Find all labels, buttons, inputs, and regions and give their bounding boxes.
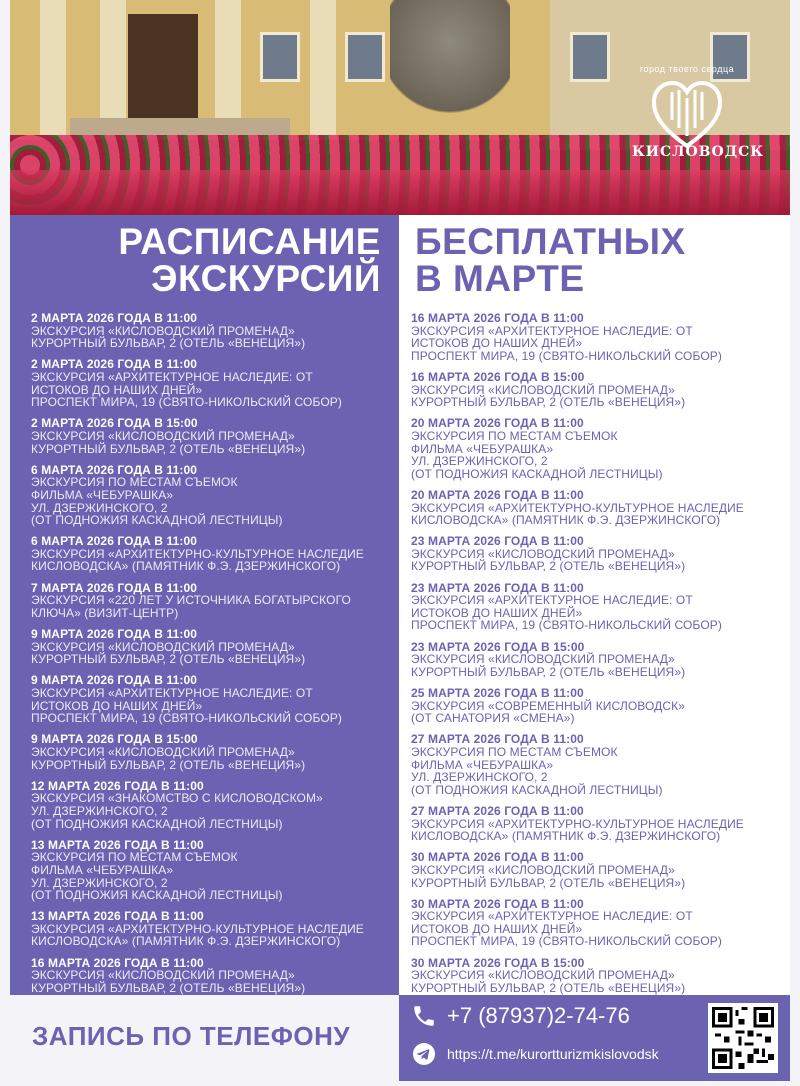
event-date: 13 МАРТА 2026 ГОДА В 11:00 [31, 837, 204, 852]
event-item [411, 535, 783, 573]
event-detail-line: ЭКСКУРСИЯ ПО МЕСТАМ СЪЕМОК [411, 428, 618, 443]
event-detail-line: ЭКСКУРСИЯ «АРХИТЕКТУРНО-КУЛЬТУРНОЕ НАСЛЕДИЕ [411, 500, 744, 515]
event-detail-line: ФИЛЬМА «ЧЕБУРАШКА» [411, 441, 554, 456]
event-detail-line: ФИЛЬМА «ЧЕБУРАШКА» [31, 862, 174, 877]
footer-left [10, 995, 399, 1081]
right-column [399, 215, 790, 995]
event-item [31, 582, 393, 620]
telegram-link[interactable]: https://t.me/kurortturizmkislovodsk [447, 1046, 659, 1062]
event-detail-line: ИСТОКОВ ДО НАШИХ ДНЕЙ» [411, 605, 583, 620]
footer-right [399, 995, 790, 1081]
event-item [411, 371, 783, 409]
event-item [411, 805, 783, 843]
event-detail-line: ЭКСКУРСИЯ «КИСЛОВОДСКИЙ ПРОМЕНАД» [31, 323, 295, 338]
event-detail-line: ИСТОКОВ ДО НАШИХ ДНЕЙ» [31, 698, 203, 713]
event-date: 30 МАРТА 2026 ГОДА В 11:00 [411, 896, 584, 911]
event-detail-line: КУРОРТНЫЙ БУЛЬВАР, 2 (ОТЕЛЬ «ВЕНЕЦИЯ») [411, 559, 686, 574]
heading-right [415, 223, 686, 297]
event-date: 6 МАРТА 2026 ГОДА В 11:00 [31, 462, 198, 477]
left-column [10, 215, 399, 995]
event-item [31, 358, 393, 408]
event-date: 30 МАРТА 2026 ГОДА В 11:00 [411, 850, 584, 865]
event-detail-line: КЛЮЧА» (ВИЗИТ-ЦЕНТР) [31, 605, 179, 620]
event-date: 2 МАРТА 2026 ГОДА В 11:00 [31, 357, 198, 372]
event-detail-line: КИСЛОВОДСКА» (ПАМЯТНИК Ф.Э. ДЗЕРЖИНСКОГО) [31, 559, 341, 574]
event-detail-line: КУРОРТНЫЙ БУЛЬВАР, 2 (ОТЕЛЬ «ВЕНЕЦИЯ») [411, 664, 686, 679]
event-item [31, 910, 393, 948]
event-detail-line: ПРОСПЕКТ МИРА, 19 (СВЯТО-НИКОЛЬСКИЙ СОБОР) [31, 711, 342, 726]
event-detail-line: КУРОРТНЫЙ БУЛЬВАР, 2 (ОТЕЛЬ «ВЕНЕЦИЯ») [31, 757, 306, 772]
signup-text: ЗАПИСЬ ПО ТЕЛЕФОНУ [32, 1021, 351, 1051]
event-detail-line: ЭКСКУРСИЯ «КИСЛОВОДСКИЙ ПРОМЕНАД» [411, 968, 675, 983]
event-detail-line: ЭКСКУРСИЯ «КИСЛОВОДСКИЙ ПРОМЕНАД» [411, 652, 675, 667]
event-detail-line: ЭКСКУРСИЯ «АРХИТЕКТУРНОЕ НАСЛЕДИЕ: ОТ [411, 593, 693, 608]
event-detail-line: КУРОРТНЫЙ БУЛЬВАР, 2 (ОТЕЛЬ «ВЕНЕЦИЯ») [31, 336, 306, 351]
telegram-row[interactable] [411, 1041, 659, 1067]
event-item [411, 641, 783, 679]
event-detail-line: ЭКСКУРСИЯ «АРХИТЕКТУРНО-КУЛЬТУРНОЕ НАСЛЕДИЕ [31, 921, 364, 936]
event-item [31, 733, 393, 771]
event-date: 27 МАРТА 2026 ГОДА В 11:00 [411, 732, 584, 747]
event-detail-line: ИСТОКОВ ДО НАШИХ ДНЕЙ» [411, 336, 583, 351]
event-date: 16 МАРТА 2026 ГОДА В 11:00 [411, 311, 584, 325]
event-item [411, 957, 783, 995]
event-date: 13 МАРТА 2026 ГОДА В 11:00 [31, 909, 204, 924]
event-detail-line: ЭКСКУРСИЯ «СОВРЕМЕННЫЙ КИСЛОВОДСК» [411, 698, 686, 713]
event-detail-line: (ОТ ПОДНОЖИЯ КАСКАДНОЙ ЛЕСТНИЦЫ) [411, 466, 663, 481]
left-events-list [31, 312, 393, 1003]
qr-code-icon [712, 1007, 774, 1069]
right-events-list [411, 312, 783, 1003]
event-detail-line: ЭКСКУРСИЯ «АРХИТЕКТУРНОЕ НАСЛЕДИЕ: ОТ [411, 323, 693, 338]
event-date: 20 МАРТА 2026 ГОДА В 11:00 [411, 487, 584, 502]
telegram-icon [411, 1041, 437, 1067]
event-detail-line: УЛ. ДЗЕРЖИНСКОГО, 2 [31, 803, 168, 818]
event-item [31, 839, 393, 902]
event-detail-line: КИСЛОВОДСКА» (ПАМЯТНИК Ф.Э. ДЗЕРЖИНСКОГО) [31, 934, 341, 949]
event-date: 23 МАРТА 2026 ГОДА В 15:00 [411, 639, 585, 654]
event-detail-line: (ОТ ПОДНОЖИЯ КАСКАДНОЙ ЛЕСТНИЦЫ) [411, 782, 663, 797]
event-date: 16 МАРТА 2026 ГОДА В 11:00 [31, 955, 204, 970]
event-item [31, 628, 393, 666]
event-detail-line: УЛ. ДЗЕРЖИНСКОГО, 2 [411, 454, 548, 469]
event-detail-line: КУРОРТНЫЙ БУЛЬВАР, 2 (ОТЕЛЬ «ВЕНЕЦИЯ») [31, 652, 306, 667]
event-detail-line: ЭКСКУРСИЯ «КИСЛОВОДСКИЙ ПРОМЕНАД» [31, 744, 295, 759]
event-date: 16 МАРТА 2026 ГОДА В 15:00 [411, 369, 585, 384]
qr-code[interactable] [708, 1003, 778, 1073]
logo-city-name: КИСЛОВОДСК [632, 144, 765, 160]
event-detail-line: ЭКСКУРСИЯ «АРХИТЕКТУРНО-КУЛЬТУРНОЕ НАСЛЕДИЕ [411, 816, 744, 831]
event-detail-line: ИСТОКОВ ДО НАШИХ ДНЕЙ» [31, 382, 203, 397]
event-item [411, 489, 783, 527]
event-date: 23 МАРТА 2026 ГОДА В 11:00 [411, 534, 584, 549]
event-date: 20 МАРТА 2026 ГОДА В 11:00 [411, 416, 584, 431]
event-detail-line: КУРОРТНЫЙ БУЛЬВАР, 2 (ОТЕЛЬ «ВЕНЕЦИЯ») [31, 441, 306, 456]
event-detail-line: ЭКСКУРСИЯ «АРХИТЕКТУРНО-КУЛЬТУРНОЕ НАСЛЕДИЕ [31, 546, 364, 561]
event-item [31, 674, 393, 724]
event-detail-line: ПРОСПЕКТ МИРА, 19 (СВЯТО-НИКОЛЬСКИЙ СОБОР) [411, 934, 722, 949]
event-detail-line: ЭКСКУРСИЯ «АРХИТЕКТУРНОЕ НАСЛЕДИЕ: ОТ [411, 909, 693, 924]
event-detail-line: (ОТ ПОДНОЖИЯ КАСКАДНОЙ ЛЕСТНИЦЫ) [31, 888, 283, 903]
event-date: 23 МАРТА 2026 ГОДА В 11:00 [411, 580, 584, 595]
event-item [31, 417, 393, 455]
event-detail-line: ЭКСКУРСИЯ «КИСЛОВОДСКИЙ ПРОМЕНАД» [411, 546, 675, 561]
event-item [31, 780, 393, 830]
heading-right-line1: БЕСПЛАТНЫХ [415, 221, 686, 262]
phone-number[interactable]: +7 (87937)2-74-76 [447, 1003, 630, 1028]
event-detail-line: ИСТОКОВ ДО НАШИХ ДНЕЙ» [411, 921, 583, 936]
logo-tagline: город твоего сердца [639, 64, 735, 74]
event-detail-line: ЭКСКУРСИЯ «КИСЛОВОДСКИЙ ПРОМЕНАД» [411, 382, 675, 397]
event-date: 2 МАРТА 2026 ГОДА В 15:00 [31, 416, 198, 431]
event-item [31, 464, 393, 527]
event-date: 9 МАРТА 2026 ГОДА В 11:00 [31, 673, 198, 688]
event-detail-line: ПРОСПЕКТ МИРА, 19 (СВЯТО-НИКОЛЬСКИЙ СОБОР) [411, 348, 722, 363]
event-detail-line: ЭКСКУРСИЯ «КИСЛОВОДСКИЙ ПРОМЕНАД» [411, 862, 675, 877]
event-detail-line: ЭКСКУРСИЯ «ЗНАКОМСТВО С КИСЛОВОДСКОМ» [31, 791, 323, 806]
event-date: 25 МАРТА 2026 ГОДА В 11:00 [411, 686, 584, 700]
event-date: 2 МАРТА 2026 ГОДА В 11:00 [31, 311, 198, 325]
tree-illustration [390, 0, 510, 140]
heading-left [118, 223, 381, 297]
event-detail-line: ЭКСКУРСИЯ ПО МЕСТАМ СЪЕМОК [411, 744, 618, 759]
event-detail-line: УЛ. ДЗЕРЖИНСКОГО, 2 [31, 500, 168, 515]
event-detail-line: ЭКСКУРСИЯ «КИСЛОВОДСКИЙ ПРОМЕНАД» [31, 968, 295, 983]
event-detail-line: ЭКСКУРСИЯ «КИСЛОВОДСКИЙ ПРОМЕНАД» [31, 428, 295, 443]
event-detail-line: КУРОРТНЫЙ БУЛЬВАР, 2 (ОТЕЛЬ «ВЕНЕЦИЯ») [411, 980, 686, 995]
event-detail-line: ЭКСКУРСИЯ «АРХИТЕКТУРНОЕ НАСЛЕДИЕ: ОТ [31, 686, 313, 700]
event-detail-line: ЭКСКУРСИЯ «220 ЛЕТ У ИСТОЧНИКА БОГАТЫРСКОГО [31, 593, 351, 608]
event-item [411, 851, 783, 889]
event-detail-line: КУРОРТНЫЙ БУЛЬВАР, 2 (ОТЕЛЬ «ВЕНЕЦИЯ») [411, 395, 686, 410]
event-date: 12 МАРТА 2026 ГОДА В 11:00 [31, 778, 204, 793]
event-detail-line: ПРОСПЕКТ МИРА, 19 (СВЯТО-НИКОЛЬСКИЙ СОБОР) [31, 395, 342, 410]
event-date: 9 МАРТА 2026 ГОДА В 11:00 [31, 627, 198, 642]
event-item [31, 957, 393, 995]
event-date: 7 МАРТА 2026 ГОДА В 11:00 [31, 580, 198, 595]
event-date: 9 МАРТА 2026 ГОДА В 15:00 [31, 732, 198, 747]
event-detail-line: ЭКСКУРСИЯ «КИСЛОВОДСКИЙ ПРОМЕНАД» [31, 639, 295, 654]
event-item [411, 312, 783, 362]
event-item [411, 582, 783, 632]
heading-left-line2: ЭКСКУРСИЙ [151, 258, 381, 299]
event-item [31, 312, 393, 350]
event-detail-line: КУРОРТНЫЙ БУЛЬВАР, 2 (ОТЕЛЬ «ВЕНЕЦИЯ») [411, 875, 686, 890]
event-detail-line: (ОТ ПОДНОЖИЯ КАСКАДНОЙ ЛЕСТНИЦЫ) [31, 816, 283, 831]
event-detail-line: ЭКСКУРСИЯ ПО МЕСТАМ СЪЕМОК [31, 850, 238, 865]
event-detail-line: ЭКСКУРСИЯ «АРХИТЕКТУРНОЕ НАСЛЕДИЕ: ОТ [31, 369, 313, 384]
heading-left-line1: РАСПИСАНИЕ [118, 221, 381, 262]
event-detail-line: ФИЛЬМА «ЧЕБУРАШКА» [411, 757, 554, 772]
event-detail-line: УЛ. ДЗЕРЖИНСКОГО, 2 [411, 770, 548, 785]
event-date: 27 МАРТА 2026 ГОДА В 11:00 [411, 803, 584, 818]
hero-photo [10, 0, 790, 215]
event-item [411, 687, 783, 725]
event-item [411, 733, 783, 796]
phone-icon [411, 1003, 437, 1029]
event-detail-line: УЛ. ДЗЕРЖИНСКОГО, 2 [31, 875, 168, 890]
event-date: 30 МАРТА 2026 ГОДА В 15:00 [411, 955, 585, 970]
event-detail-line: КИСЛОВОДСКА» (ПАМЯТНИК Ф.Э. ДЗЕРЖИНСКОГО) [411, 513, 721, 528]
event-detail-line: (ОТ САНАТОРИЯ «СМЕНА») [411, 711, 575, 726]
event-item [411, 898, 783, 948]
heading-right-line2: В МАРТЕ [415, 258, 585, 299]
event-detail-line: КИСЛОВОДСКА» (ПАМЯТНИК Ф.Э. ДЗЕРЖИНСКОГО) [411, 829, 721, 844]
event-detail-line: (ОТ ПОДНОЖИЯ КАСКАДНОЙ ЛЕСТНИЦЫ) [31, 513, 283, 528]
event-detail-line: ФИЛЬМА «ЧЕБУРАШКА» [31, 487, 174, 502]
event-detail-line: КУРОРТНЫЙ БУЛЬВАР, 2 (ОТЕЛЬ «ВЕНЕЦИЯ») [31, 980, 306, 995]
event-item [31, 535, 393, 573]
event-detail-line: ЭКСКУРСИЯ ПО МЕСТАМ СЪЕМОК [31, 475, 238, 490]
event-item [411, 417, 783, 480]
event-detail-line: ПРОСПЕКТ МИРА, 19 (СВЯТО-НИКОЛЬСКИЙ СОБОР) [411, 618, 722, 633]
event-date: 6 МАРТА 2026 ГОДА В 11:00 [31, 534, 198, 549]
city-logo [632, 58, 765, 168]
phone-row[interactable] [411, 1003, 630, 1029]
